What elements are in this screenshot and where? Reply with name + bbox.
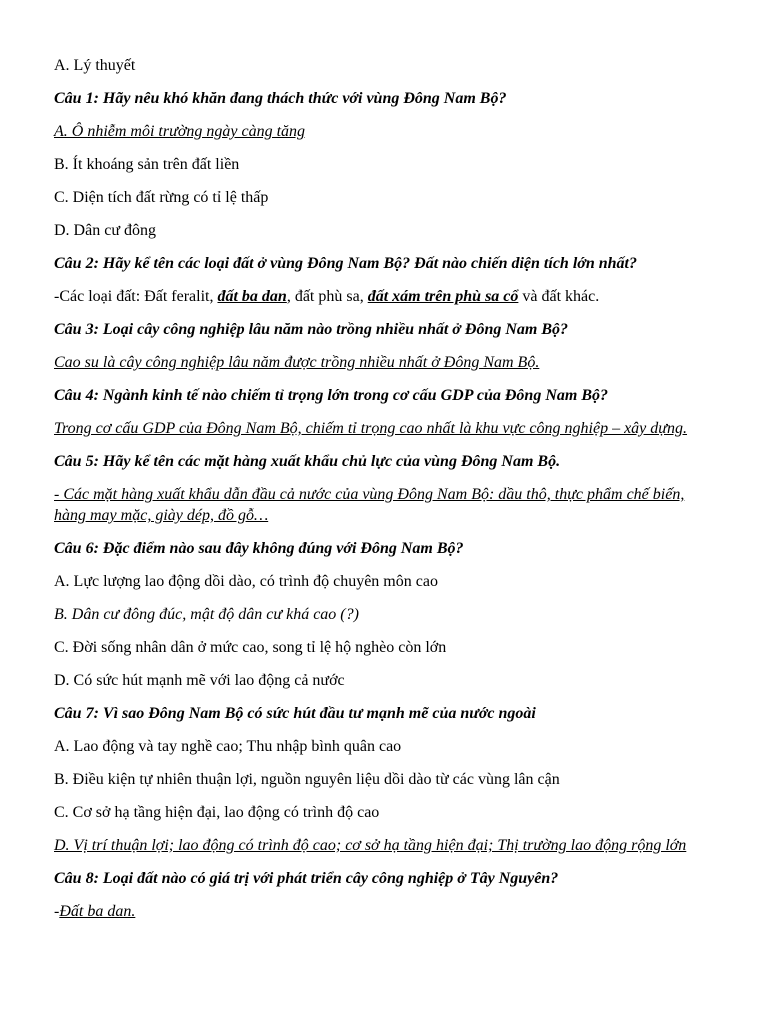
question-4-answer: Trong cơ cấu GDP của Đông Nam Bộ, chiếm tỉ trọng cao nhất là khu vực công nghiệp – xây dựng. — [54, 420, 688, 437]
question-7-option-c: C. Cơ sở hạ tầng hiện đại, lao động có trình độ cao — [54, 804, 380, 821]
section-heading: A. Lý thuyết — [54, 57, 136, 74]
question-5-answer: - Các mặt hàng xuất khẩu dẫn đầu cả nước của vùng Đông Nam Bộ: dầu thô, thực phẩm chế biến, hàng may mặc, giày dép, đồ gỗ… — [54, 486, 685, 524]
question-4: Câu 4: Ngành kinh tế nào chiếm tỉ trọng lớn trong cơ cấu GDP của Đông Nam Bộ? — [54, 387, 608, 404]
question-3-answer: Cao su là cây công nghiệp lâu năm được trồng nhiều nhất ở Đông Nam Bộ. — [54, 354, 540, 371]
q2-text-3: và đất khác. — [518, 288, 600, 305]
question-6-option-a: A. Lực lượng lao động dồi dào, có trình độ chuyên môn cao — [54, 573, 438, 590]
question-1-option-c: C. Diện tích đất rừng có tỉ lệ thấp — [54, 189, 269, 206]
question-6-option-d: D. Có sức hút mạnh mẽ với lao động cả nước — [54, 672, 345, 689]
question-3: Câu 3: Loại cây công nghiệp lâu năm nào trồng nhiều nhất ở Đông Nam Bộ? — [54, 321, 569, 338]
question-8-answer — [54, 901, 714, 922]
question-7-option-d: D. Vị trí thuận lợi; lao động có trình độ cao; cơ sở hạ tầng hiện đại; Thị trường lao động rộng lớn — [54, 837, 687, 854]
question-2: Câu 2: Hãy kể tên các loại đất ở vùng Đông Nam Bộ? Đất nào chiến diện tích lớn nhất? — [54, 255, 637, 272]
question-7-option-b: B. Điều kiện tự nhiên thuận lợi, nguồn nguyên liệu dồi dào từ các vùng lân cận — [54, 771, 560, 788]
question-8: Câu 8: Loại đất nào có giá trị với phát triển cây công nghiệp ở Tây Nguyên? — [54, 870, 559, 887]
q2-highlight-2: đất xám trên phù sa cổ — [367, 288, 519, 305]
question-1-option-a: A. Ô nhiễm môi trường ngày càng tăng — [54, 123, 306, 140]
question-5: Câu 5: Hãy kể tên các mặt hàng xuất khẩu chủ lực của vùng Đông Nam Bộ. — [54, 453, 561, 470]
question-2-answer — [54, 286, 714, 307]
question-1-option-b: B. Ít khoáng sản trên đất liền — [54, 156, 240, 173]
question-6-option-b: B. Dân cư đông đúc, mật độ dân cư khá cao (?) — [54, 606, 359, 623]
question-1-option-d: D. Dân cư đông — [54, 222, 156, 239]
q8-answer-text: Đất ba dan. — [59, 903, 136, 920]
q2-text-2: , đất phù sa, — [286, 288, 368, 305]
question-6-option-c: C. Đời sống nhân dân ở mức cao, song tỉ lệ hộ nghèo còn lớn — [54, 639, 447, 656]
question-7-option-a: A. Lao động và tay nghề cao; Thu nhập bình quân cao — [54, 738, 402, 755]
question-6: Câu 6: Đặc điểm nào sau đây không đúng với Đông Nam Bộ? — [54, 540, 464, 557]
q2-highlight-1: đất ba dan — [217, 288, 287, 305]
question-7: Câu 7: Vì sao Đông Nam Bộ có sức hút đầu tư mạnh mẽ của nước ngoài — [54, 705, 536, 722]
q8-dash: - — [54, 903, 60, 920]
question-1: Câu 1: Hãy nêu khó khăn đang thách thức với vùng Đông Nam Bộ? — [54, 90, 507, 107]
q2-text-1: -Các loại đất: Đất feralit, — [54, 288, 218, 305]
